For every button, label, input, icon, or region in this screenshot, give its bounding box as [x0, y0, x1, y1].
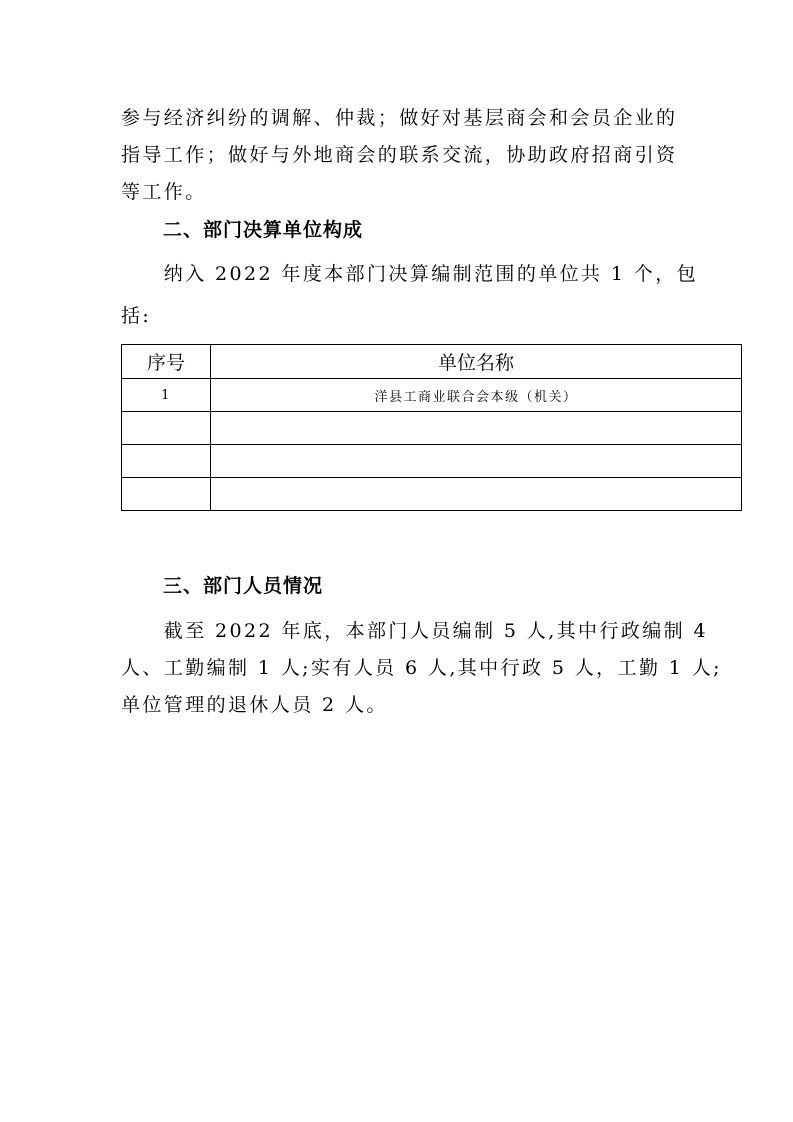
cell-unit-name: [211, 412, 742, 445]
intro-line: 等工作。: [121, 181, 207, 203]
intro-line: 指导工作；做好与外地商会的联系交流，协助政府招商引资: [121, 144, 678, 166]
section2-line: 括:: [121, 305, 152, 327]
cell-index: [122, 445, 211, 478]
intro-paragraph: [121, 100, 678, 211]
table-header-row: [122, 345, 742, 379]
cell-unit-name: [211, 445, 742, 478]
header-unit-name: 单位名称: [211, 345, 742, 379]
table-row: [122, 445, 742, 478]
cell-unit-name: [211, 478, 742, 511]
table-row: [122, 412, 742, 445]
header-index: 序号: [122, 345, 211, 379]
section2-line: 纳入 2022 年度本部门决算编制范围的单位共 1 个，包: [121, 263, 699, 285]
cell-index: 1: [122, 379, 211, 412]
intro-line: 参与经济纠纷的调解、仲裁；做好对基层商会和会员企业的: [121, 107, 678, 129]
cell-index: [122, 412, 211, 445]
table-row: [122, 379, 742, 412]
cell-unit-name: 洋县工商业联合会本级（机关）: [211, 379, 742, 412]
table-row: [122, 478, 742, 511]
section2-heading: 二、部门决算单位构成: [163, 219, 364, 241]
section3-line: 截至 2022 年底，本部门人员编制 5 人,其中行政编制 4: [121, 620, 708, 642]
section3-line: 人、工勤编制 1 人;实有人员 6 人,其中行政 5 人，工勤 1 人;: [121, 657, 722, 679]
section3-paragraph: [121, 613, 722, 724]
section3-line: 单位管理的退休人员 2 人。: [121, 694, 388, 716]
unit-table: [121, 344, 742, 511]
section3-heading: 三、部门人员情况: [163, 575, 324, 597]
section2-paragraph: [121, 256, 699, 335]
cell-index: [122, 478, 211, 511]
